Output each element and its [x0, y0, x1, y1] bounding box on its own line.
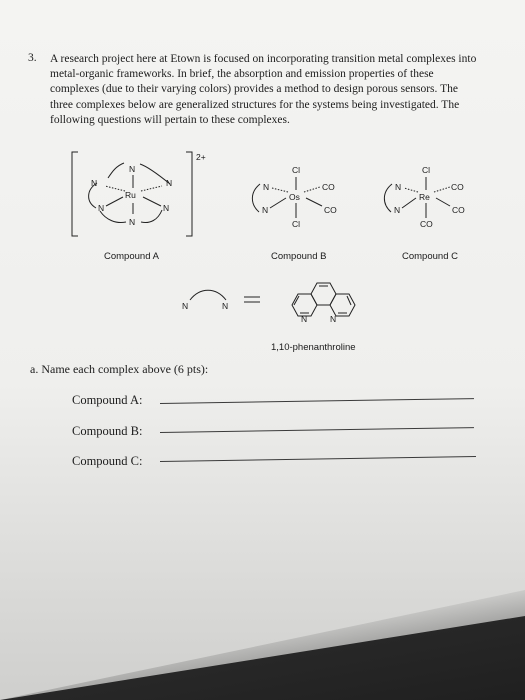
compound-b-top: Cl	[292, 165, 301, 175]
compound-a-atom: N	[98, 203, 105, 213]
ligand-arc	[190, 290, 226, 300]
compound-c-caption: Compound C	[402, 251, 458, 262]
compound-a-right-bracket	[186, 152, 192, 236]
ligand-left-n: N	[182, 301, 189, 311]
compound-c-bottom: CO	[420, 219, 433, 229]
compound-b-bottom: Cl	[292, 219, 301, 229]
answer-label-a: Compound A:	[72, 393, 143, 407]
compound-b-left-top: N	[263, 182, 270, 192]
phen-n-left: N	[301, 314, 308, 324]
compound-a-atom: N	[129, 164, 136, 174]
compound-a-charge: 2+	[196, 152, 206, 162]
ligand-caption: 1,10-phenanthroline	[271, 342, 356, 353]
compound-b-caption: Compound B	[271, 251, 327, 262]
paragraph-line: following questions will pertain to these complexes.	[50, 113, 290, 126]
phenanthroline-rings	[292, 283, 355, 316]
compound-a-metal: Ru	[125, 190, 136, 200]
ligand-right-n: N	[222, 301, 229, 311]
compound-a-atom: N	[166, 178, 173, 188]
question-number: 3.	[28, 52, 37, 64]
compound-b-metal: Os	[289, 192, 300, 202]
compound-a-atom: N	[91, 178, 98, 188]
compound-b-right-bottom: CO	[324, 205, 337, 215]
compound-c-metal: Re	[419, 192, 430, 202]
compound-b-right-top: CO	[322, 182, 335, 192]
compound-a-atom: N	[163, 203, 170, 213]
answer-label-b: Compound B:	[72, 424, 143, 438]
compound-c-right-top: CO	[451, 182, 464, 192]
phen-n-right: N	[330, 314, 337, 324]
compound-a-atom: N	[129, 217, 136, 227]
compound-c-top: Cl	[422, 165, 431, 175]
answer-label-c: Compound C:	[72, 454, 143, 468]
compound-a-left-bracket	[72, 152, 78, 236]
compound-c-left-top: N	[395, 182, 402, 192]
paragraph-line: three complexes below are generalized structures for the systems being investigated. The	[50, 98, 460, 111]
compound-c-right-bottom: CO	[452, 205, 465, 215]
paragraph-line: complexes (due to their varying colors) provides a method to design porous sensors. The	[50, 83, 458, 96]
compound-c-left-bottom: N	[394, 205, 401, 215]
paragraph-line: metal-organic frameworks. In brief, the absorption and emission properties of these	[50, 68, 434, 81]
paragraph-line: A research project here at Etown is focused on incorporating transition metal complexes into	[50, 53, 477, 65]
compound-a-caption: Compound A	[104, 251, 159, 262]
part-a-prompt: a. Name each complex above (6 pts):	[30, 362, 209, 376]
compound-b-left-bottom: N	[262, 205, 269, 215]
